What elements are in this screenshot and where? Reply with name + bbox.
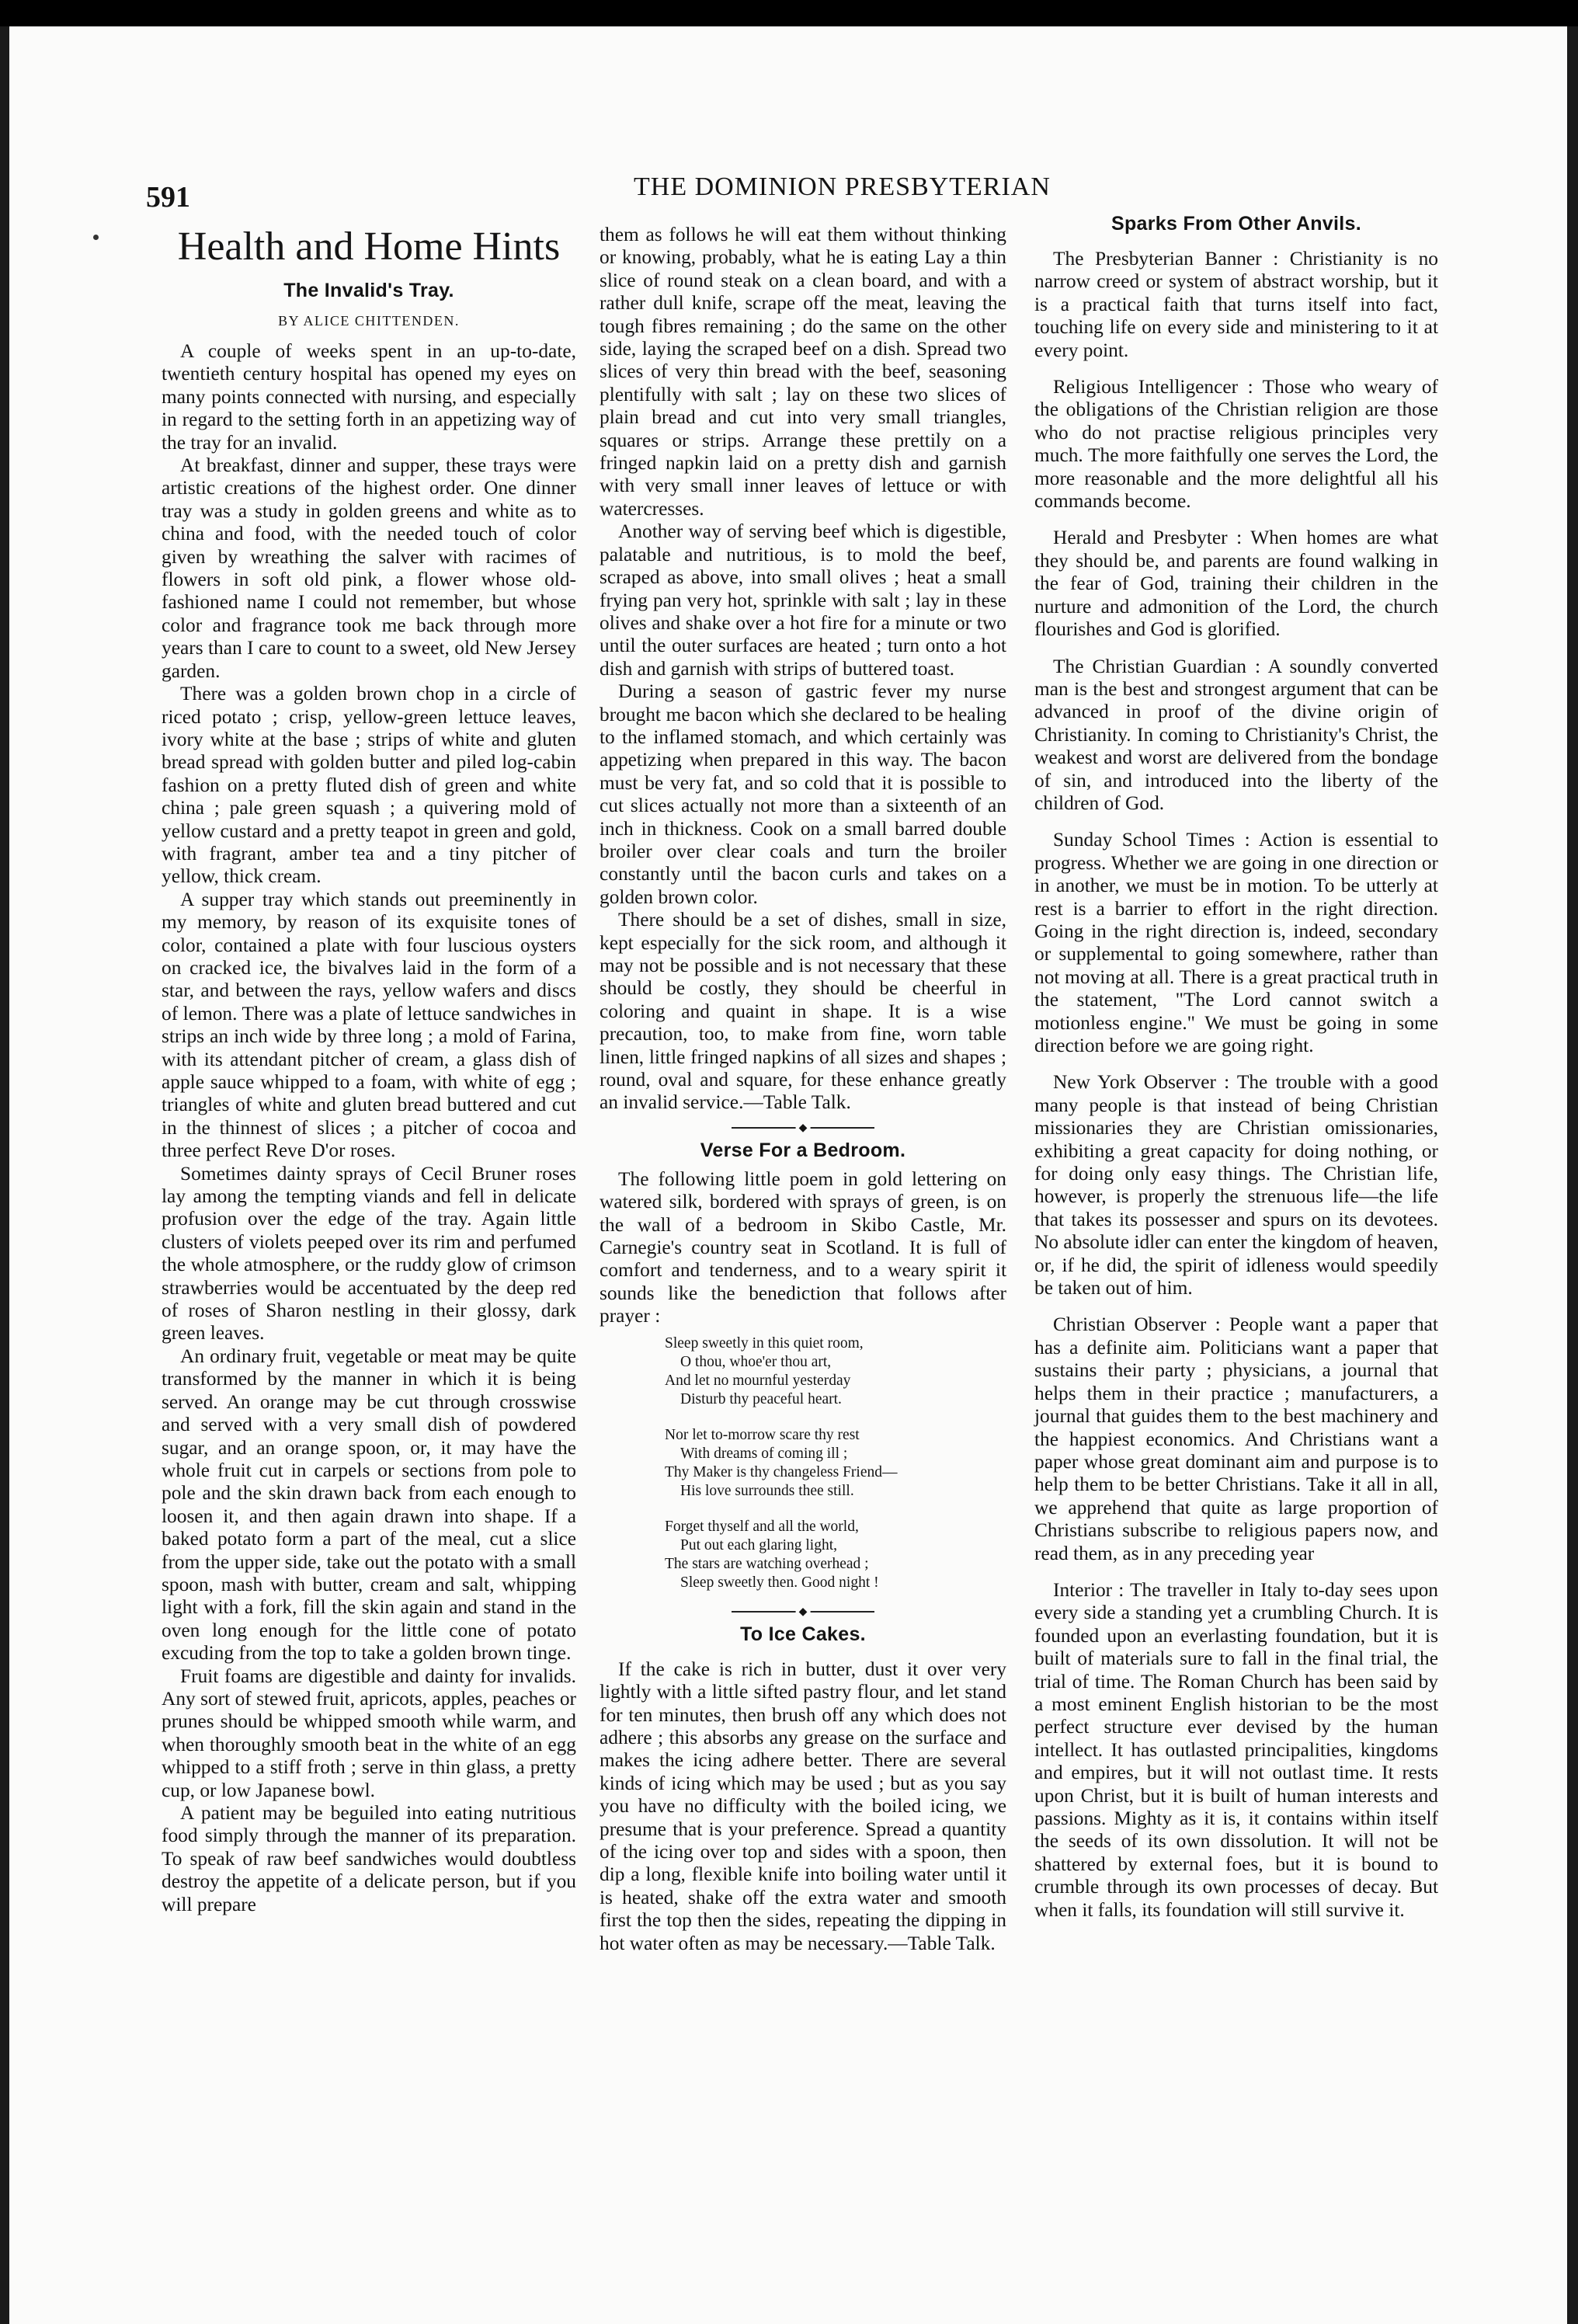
paragraph: An ordinary fruit, vegetable or meat may be quite transformed by the manner in which it is being served. An orange may be cut through crosswise and served with a very small dish of powdered sugar, and an orange spoon, or, it may have the whole fruit cut in carpels or sections from pole to pole and the skin drawn back from each enough to loosen it, and then again drawn into shape. If a baked potato form a part of the meal, cut a slice from the upper side, take out the potato with a small spoon, mash with butter, cream and salt, whipping light with a fork, fill the skin again and stand in the oven long enough for the little cone of potato excuding from the top to take a golden brown tinge. (162, 1345, 576, 1665)
verse-intro: The following little poem in gold lettering on watered silk, bordered with sprays of green, is on the wall of a bedroom in Skibo Castle, Mr. Carnegie's country seat in Scotland. It is full of comfort and tenderness, and to a weary spirit it sounds like the benediction that follows after prayer : (600, 1167, 1006, 1327)
quote-paragraph: The Presbyterian Banner : Christianity is no narrow creed or system of abstract worship, but it is a practical faith that turns itself into fact, touching life on every side and ministering to it at every point. (1034, 248, 1438, 361)
paragraph: During a season of gastric fever my nurse brought me bacon which she declared to be healing to the inflamed stomach, and which certainly was appetizing when prepared in this way. The bacon must be very fat, and so cold that it is possible to cut slices actually not more than a sixteenth of an inch in thickness. Cook on a small barred double broiler over clear coals and turn the broiler constantly until the bacon curls and takes on a golden brown color. (600, 680, 1006, 908)
paragraph: At breakfast, dinner and supper, these trays were artistic creations of the highest order. One dinner tray was a study in golden greens and white as to china and food, with the needed touch of color given by wreathing the salver with racimes of flowers in soft old pink, a flower whose old-fashioned name I could not remember, but whose color and fragrance took me back through more years than I care to count to a sweet, old New Jersey garden. (162, 454, 576, 682)
poem-line: Forget thyself and all the world, (665, 1518, 859, 1535)
article-byline: BY ALICE CHITTENDEN. (278, 313, 460, 329)
poem-line: Thy Maker is thy changeless Friend— (665, 1463, 898, 1480)
section-divider (600, 1119, 1006, 1136)
poem-stanza (600, 1334, 1006, 1409)
article-subtitle: The Invalid's Tray. (283, 280, 454, 301)
quote-paragraph: Sunday School Times : Action is essential to progress. Whether we are going in one direction or in another, we must be in motion. To be utterly at rest is a barrier to effort in the right direction. Going in the right direction is, indeed, secondary or supplemental to going somewhere, rather than not moving at all. There is a great practical truth in the statement, "The Lord cannot switch a motionless engine." We must be going in some direction before we are going right. (1034, 829, 1438, 1056)
poem-line: And let no mournful yesterday (665, 1372, 851, 1389)
scan-border-right (1567, 26, 1578, 2324)
poem-line: The stars are watching overhead ; (665, 1555, 869, 1572)
poem-line: O thou, whoe'er thou art, (680, 1353, 832, 1370)
poem-line: Put out each glaring light, (680, 1536, 838, 1553)
page-number: 591 (146, 181, 190, 214)
poem-line: Nor let to-morrow scare thy rest (665, 1426, 860, 1443)
article-title: Health and Home Hints (177, 224, 561, 269)
paragraph: Sometimes dainty sprays of Cecil Bruner roses lay among the tempting viands and fell in delicate profusion over the edge of the tray. Again little clusters of violets peeped over its rim and perfumed the whole atmosphere, or the ruddy glow of crimson strawberries would be accentuated by the deep red of roses of Sharon nestling in their glossy, dark green leaves. (162, 1162, 576, 1345)
quote-paragraph: Religious Intelligencer : Those who weary of the obligations of the Christian religion are those who do not practise religious principles very much. The more faithfully one serves the Lord, the more reasonable and the more delightful all his commands become. (1034, 376, 1438, 513)
paragraph: Another way of serving beef which is digestible, palatable and nutritious, is to mold the beef, scraped as above, into small olives ; heat a small frying pan very hot, sprinkle with salt ; lay in these olives and shake over a hot fire for a minute or two until the outer surfaces are heated ; turn onto a hot dish and garnish with strips of buttered toast. (600, 520, 1006, 680)
poem-stanza (600, 1426, 1006, 1501)
verse-heading: Verse For a Bedroom. (700, 1139, 906, 1161)
column-continued-and-verse (600, 224, 1006, 1955)
sparks-heading: Sparks From Other Anvils. (1111, 213, 1361, 235)
divider-ornament: ◆ (796, 1606, 811, 1619)
poem-line: His love surrounds thee still. (680, 1482, 854, 1499)
quote-paragraph: Interior : The traveller in Italy to-day sees upon every side a standing yet a crumbling Church. It is founded upon an everlasting foundation, but it is built of materials sure to fall in the final trial, the trial of time. The Roman Church has been said by a most eminent English historian to be the most perfect structure ever devised by the human intellect. It has outlasted principalities, kingdoms and empires, but it will not outlast time. It rests upon Christ, but it is built of human interests and passions. Mighty as it is, it contains within itself the seeds of its own dissolution. It will not be shattered by external foes, but it is bound to crumble through its own processes of decay. But when it falls, its foundation will still survive it. (1034, 1578, 1438, 1921)
paragraph: There should be a set of dishes, small in size, kept especially for the sick room, and although it may not be possible and is not necessary that these should be costly, they should be cheerful in coloring and quaint in shape. It is a wise precaution, too, to make from fine, worn table linen, little fringed napkins of all sizes and shapes ; round, oval and square, for these enhance greatly an invalid service.—Table Talk. (600, 909, 1006, 1114)
quote-paragraph: Christian Observer : People want a paper that has a definite aim. Politicians want a paper that sustains their party ; physicians, a journal that helps them in their practice ; manufacturers, a journal that guides them to the best machinery and the happiest economics. And Christians want a paper whose great dominant aim and purpose is to help them to be better Christians. Take it all in all, we apprehend that quite as large proportion of Christians subscribe to religious papers now, and read them, as in any preceding year (1034, 1313, 1438, 1564)
poem (600, 1334, 1006, 1592)
journal-title: THE DOMINION PRESBYTERIAN (634, 172, 1051, 201)
paragraph: A couple of weeks spent in an up-to-date, twentieth century hospital has opened my eyes on many points connected with nursing, and especially in regard to the setting forth in an appetizing way of the tray for an invalid. (162, 340, 576, 454)
poem-stanza (600, 1518, 1006, 1592)
paragraph: If the cake is rich in butter, dust it over very lightly with a little sifted pastry flour, and let stand for ten minutes, then brush off any which does not adhere ; this absorbs any grease on the surface and makes the icing adhere better. There are several kinds of icing which may be used ; but as you say you have no difficulty with the boiled icing, we presume that is your preference. Spread a quantity of the icing over top and sides with a spoon, then dip a long, flexible knife into boiling water until it is heated, shake off the extra water and smooth first the top then the sides, repeating the dipping in hot water often as may be necessary.—Table Talk. (600, 1658, 1006, 1954)
paragraph: Fruit foams are digestible and dainty for invalids. Any sort of stewed fruit, apricots, apples, peaches or prunes should be whipped smooth while warm, and when thoroughly smooth beat in the white of an egg whipped to a stiff froth ; serve in thin glass, a pretty cup, or low Japanese bowl. (162, 1665, 576, 1801)
quote-paragraph: Herald and Presbyter : When homes are what they should be, and parents are found walking in the fear of God, training their children in the nurture and admonition of the Lord, the church flourishes and God is glorified. (1034, 527, 1438, 641)
paragraph: There was a golden brown chop in a circle of riced potato ; crisp, yellow-green lettuce leaves, ivory white at the base ; strips of white and gluten bread spread with golden butter and piled log-cabin fashion on a pretty fluted dish of green and white china ; pale green squash ; a quivering mold of yellow custard and a pretty teapot in green and gold, with fragrant, amber tea and a tiny pitcher of yellow, thick cream. (162, 683, 576, 888)
quote-paragraph: New York Observer : The trouble with a good many people is that instead of being Christian missionaries they are Christian omissionaries, exhibiting a great capacity for doing nothing, or for doing only easy things. The Christian life, however, is properly the strenuous life—the life that takes its possesser and spurs on its devotees. No absolute idler can enter the kingdom of heaven, or, if he did, the spirit of idleness would speedily be taken out of him. (1034, 1071, 1438, 1299)
column-sparks-from-other-anvils (1034, 213, 1438, 1936)
section-divider (600, 1603, 1006, 1620)
paragraph: A patient may be beguiled into eating nutritious food simply through the manner of its preparation. To speak of raw beef sandwiches would doubtless destroy the appetite of a delicate person, but if you will prepare (162, 1802, 576, 1915)
scan-border-left (0, 26, 9, 2324)
poem-line: Disturb thy peaceful heart. (680, 1390, 842, 1407)
quote-paragraph: The Christian Guardian : A soundly converted man is the best and strongest argument that can be advanced in proof of the divine origin of Christianity. In coming to Christianity's Christ, the weakest and worst are delivered from the bondage of sin, and introduced into the liberty of the children of God. (1034, 655, 1438, 814)
ice-cakes-heading: To Ice Cakes. (740, 1623, 866, 1645)
scan-border-top (0, 0, 1578, 26)
column-health-home-hints (162, 224, 576, 1916)
ink-speck (93, 235, 99, 240)
paragraph: A supper tray which stands out preeminently in my memory, by reason of its exquisite tones of color, contained a plate with four luscious oysters on cracked ice, the bivalves laid in the form of a star, and between the rays, yellow wafers and discs of lemon. There was a plate of lettuce sandwiches in strips an inch wide by three long ; a mold of Farina, with its attendant pitcher of cream, a glass dish of apple sauce whipped to a foam, with white of egg ; triangles of white and gluten bread buttered and cut in the thinnest of slices ; a pitcher of cocoa and three perfect Reve D'or roses. (162, 888, 576, 1162)
poem-line: With dreams of coming ill ; (680, 1445, 848, 1462)
divider-ornament: ◆ (796, 1122, 811, 1135)
poem-line: Sleep sweetly in this quiet room, (665, 1334, 864, 1352)
poem-line: Sleep sweetly then. Good night ! (680, 1574, 879, 1591)
paragraph: them as follows he will eat them without thinking or knowing, probably, what he is eating Lay a thin slice of round steak on a clean board, and with a rather dull knife, scrape off the meat, leaving the tough fibres remaining ; do the same on the other side, laying the scraped beef on a dish. Spread two slices of very thin bread with the beef, seasoning plentifully with salt ; lay on these two slices of plain bread and cut into very small triangles, squares or strips. Arrange these prettily on a fringed napkin laid on a pretty dish and garnish with very small inner leaves of lettuce or with watercresses. (600, 224, 1006, 520)
